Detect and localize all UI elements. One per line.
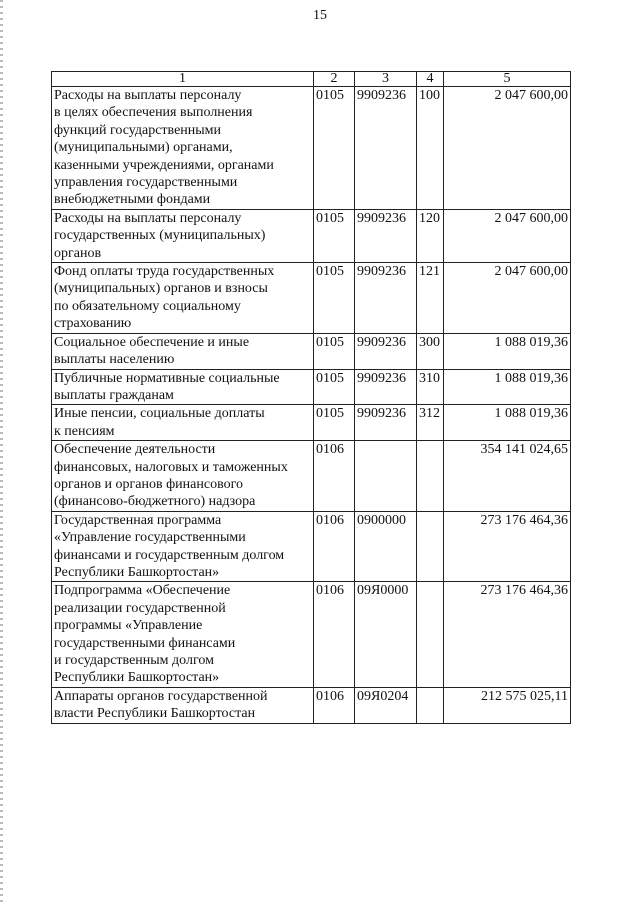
- row-section-code: 0105: [314, 209, 355, 262]
- row-name-line: «Управление государственными: [54, 530, 246, 546]
- column-header-type: 4: [417, 72, 444, 87]
- row-name-line: государственными финансами: [54, 635, 236, 651]
- row-name-line: Республики Башкортостан»: [54, 670, 220, 686]
- row-name-line: страхованию: [54, 316, 132, 332]
- table-header-row: [52, 72, 571, 87]
- row-name-line: Государственная программа: [54, 512, 222, 528]
- row-name-line: внебюджетными фондами: [54, 192, 211, 208]
- row-name-line: управления государственными: [54, 175, 238, 191]
- row-expense-type: [417, 511, 444, 582]
- row-section-code: 0106: [314, 582, 355, 687]
- row-section-code: 0106: [314, 687, 355, 723]
- row-name-line: государственных (муниципальных): [54, 228, 266, 244]
- table-row: [52, 209, 571, 262]
- row-expense-type: [417, 582, 444, 687]
- row-name-line: Подпрограмма «Обеспечение: [54, 583, 231, 599]
- row-name-line: Социальное обеспечение и иные: [54, 334, 250, 350]
- row-name-line: выплаты населению: [54, 352, 175, 368]
- row-name-line: Расходы на выплаты персоналу: [54, 88, 242, 103]
- row-name: [52, 369, 314, 405]
- row-amount: 1 088 019,36: [444, 405, 571, 441]
- column-header-section: 2: [314, 72, 355, 87]
- table-row: [52, 87, 571, 210]
- scan-edge-marks: [0, 0, 3, 905]
- row-name: [52, 263, 314, 334]
- row-name: [52, 441, 314, 512]
- row-name-line: финансовых, налоговых и таможенных: [54, 459, 288, 475]
- row-expense-type: [417, 441, 444, 512]
- row-expense-type: 100: [417, 87, 444, 210]
- row-amount: 2 047 600,00: [444, 263, 571, 334]
- row-name-line: (муниципальными) органами,: [54, 140, 233, 156]
- row-section-code: 0105: [314, 333, 355, 369]
- row-name-line: и государственным долгом: [54, 653, 214, 668]
- row-expense-type: [417, 687, 444, 723]
- row-name-line: органов: [54, 245, 102, 261]
- row-name-line: казенными учреждениями, органами: [54, 157, 274, 173]
- row-name-line: (муниципальных) органов и взносы: [54, 281, 268, 297]
- row-section-code: 0105: [314, 369, 355, 405]
- row-name-line: Расходы на выплаты персоналу: [54, 210, 242, 226]
- row-expense-type: 312: [417, 405, 444, 441]
- table-body: [52, 87, 571, 724]
- row-target-code: 9909236: [355, 405, 417, 441]
- row-name-line: к пенсиям: [54, 423, 115, 439]
- row-target-code: 9909236: [355, 333, 417, 369]
- row-target-code: 9909236: [355, 87, 417, 210]
- row-amount: 2 047 600,00: [444, 209, 571, 262]
- row-target-code: 9909236: [355, 209, 417, 262]
- row-name-line: выплаты гражданам: [54, 387, 174, 403]
- budget-table: [51, 71, 571, 724]
- row-section-code: 0105: [314, 263, 355, 334]
- row-name: [52, 333, 314, 369]
- row-section-code: 0105: [314, 87, 355, 210]
- column-header-amount: 5: [444, 72, 571, 87]
- row-target-code: 09Я0204: [355, 687, 417, 723]
- table-row: [52, 441, 571, 512]
- page-number: 15: [313, 8, 327, 23]
- row-expense-type: 120: [417, 209, 444, 262]
- row-name: [52, 87, 314, 210]
- row-amount: 354 141 024,65: [444, 441, 571, 512]
- row-amount: 1 088 019,36: [444, 369, 571, 405]
- row-name: [52, 405, 314, 441]
- row-name-line: финансами и государственным долгом: [54, 547, 285, 563]
- table-row: [52, 263, 571, 334]
- row-name-line: Республики Башкортостан»: [54, 564, 220, 580]
- row-name-line: Аппараты органов государственной: [54, 688, 268, 704]
- row-name-line: функций государственными: [54, 122, 222, 138]
- row-name: [52, 511, 314, 582]
- row-target-code: 9909236: [355, 263, 417, 334]
- row-amount: 212 575 025,11: [444, 687, 571, 723]
- row-name-line: Фонд оплаты труда государственных: [54, 264, 275, 280]
- row-name-line: по обязательному социальному: [54, 298, 241, 314]
- row-name-line: власти Республики Башкортостан: [54, 706, 256, 722]
- row-name: [52, 209, 314, 262]
- table-row: [52, 582, 571, 687]
- row-name: [52, 687, 314, 723]
- column-header-name: 1: [52, 72, 314, 87]
- row-target-code: 9909236: [355, 369, 417, 405]
- row-amount: 1 088 019,36: [444, 333, 571, 369]
- row-name-line: (финансово-бюджетного) надзора: [54, 494, 256, 510]
- row-name-line: в целях обеспечения выполнения: [54, 105, 253, 121]
- table-row: [52, 333, 571, 369]
- row-target-code: [355, 441, 417, 512]
- table-row: [52, 405, 571, 441]
- row-target-code: 09Я0000: [355, 582, 417, 687]
- row-amount: 273 176 464,36: [444, 511, 571, 582]
- row-amount: 273 176 464,36: [444, 582, 571, 687]
- row-name-line: реализации государственной: [54, 600, 226, 616]
- row-amount: 2 047 600,00: [444, 87, 571, 210]
- row-expense-type: 121: [417, 263, 444, 334]
- row-section-code: 0106: [314, 511, 355, 582]
- table-row: [52, 687, 571, 723]
- column-header-target: 3: [355, 72, 417, 87]
- row-name-line: Иные пенсии, социальные доплаты: [54, 406, 265, 422]
- row-name: [52, 582, 314, 687]
- row-expense-type: 310: [417, 369, 444, 405]
- table-row: [52, 511, 571, 582]
- row-name-line: органов и органов финансового: [54, 476, 243, 492]
- row-target-code: 0900000: [355, 511, 417, 582]
- row-section-code: 0105: [314, 405, 355, 441]
- row-name-line: Обеспечение деятельности: [54, 442, 216, 458]
- row-name-line: программы «Управление: [54, 618, 203, 634]
- table-row: [52, 369, 571, 405]
- row-section-code: 0106: [314, 441, 355, 512]
- row-name-line: Публичные нормативные социальные: [54, 370, 280, 386]
- row-expense-type: 300: [417, 333, 444, 369]
